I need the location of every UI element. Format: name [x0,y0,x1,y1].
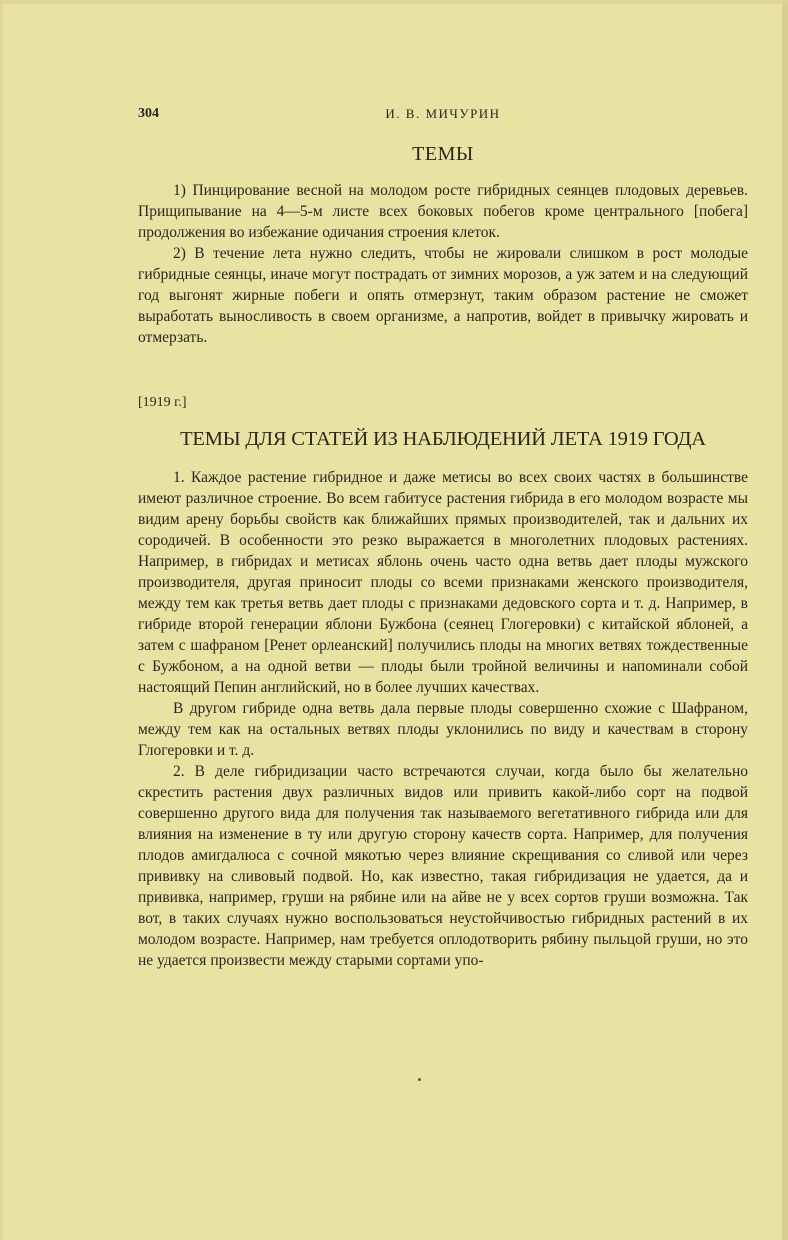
paragraph: 1) Пинцирование весной на молодом росте гибридных сеянцев плодовых деревьев. Прищипывание на 4—5-м листе всех боковых побегов кроме центрального [побега] продолжения во избежание одичания строения клеток. [138,182,748,241]
paragraph: В другом гибриде одна ветвь дала первые плоды совершенно схожие с Шафраном, между тем как на остальных ветвях плоды уклонились по виду и качествам в сторону Глогеровки и т. д. [138,700,748,759]
section2-body [138,467,748,971]
running-head [138,106,748,126]
print-speck [418,1078,421,1081]
paragraph: 2) В течение лета нужно следить, чтобы не жировали слишком в рост молодые гибридные сеянцы, иначе могут пострадать от зимних морозов, а уж затем и на следующий год выгонят жирные побеги и опять отмерзнут, таким образом растение не сможет выработать выносливость в своем организме, а напротив, войдет в привычку жировать и отмерзать. [138,245,748,346]
section1-body [138,180,748,348]
paragraph: 1. Каждое растение гибридное и даже метисы во всех своих частях в большинстве имеют различное строение. Во всем габитусе растения гибрида в его молодом возрасте мы видим арену борьбы свойств как ближайших прямых производителей, так и дальних их сородичей. В особенности это резко выражается в многолетних плодовых растениях. Например, в гибридах и метисах яблонь очень часто одна ветвь дает плоды мужского производителя, другая приносит плоды со всеми признаками женского производителя, между тем как третья ветвь дает плоды с признаками дедовского сорта и т. д. Например, в гибриде второй генерации яблони Бужбона (сеянец Глогеровки) с китайской яблоней, а затем с шафраном [Ренет орлеанский] получились плоды на многих ветвях тождественные с Бужбоном, а на одной ветви — плоды были тройной величины и напоминали собой настоящий Пепин английский, но в более лучших качествах. [138,469,748,696]
section-title-themes: ТЕМЫ [412,143,474,165]
paragraph: 2. В деле гибридизации часто встречаются случаи, когда было бы желательно скрестить растения двух различных видов или привить какой-либо сорт на подвой совершенно другого вида для получения так называемого вегетативного гибрида или для влияния на изменение в ту или другую сторону качеств сорта. Например, для получения плодов амигдалюса с сочной мякотью через влияние скрещивания со сливой или через прививку на сливовый подвой. Но, как известно, такая гибридизация не удается, да и прививка, например, груши на рябине или на айве не у всех сортов груши возможна. Так вот, в таких случаях нужно воспользоваться неустойчивостью гибридных растений в их молодом возрасте. Например, нам требуется оплодотворить рябину пыльцой груши, но это не удается произвести между старыми сортами упо- [138,763,748,969]
running-head-author: И. В. МИЧУРИН [385,106,501,121]
section-title-article-topics: ТЕМЫ ДЛЯ СТАТЕЙ ИЗ НАБЛЮДЕНИЙ ЛЕТА 1919 ГОДА [180,428,706,450]
page-number: 304 [138,106,159,121]
date-note: [1919 г.] [138,395,187,410]
